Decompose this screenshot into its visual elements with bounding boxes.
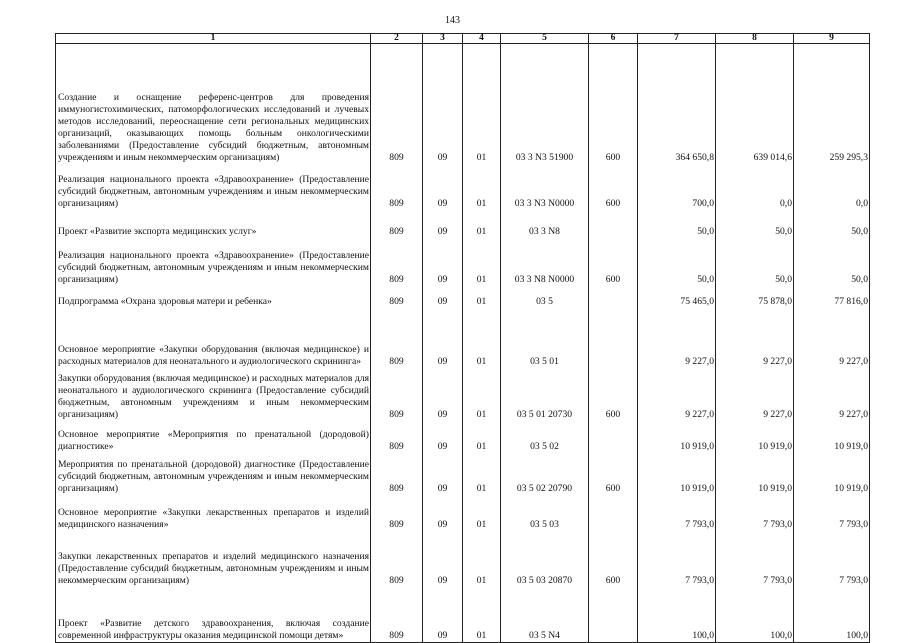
amount-col7: 10 919,0 <box>638 421 716 453</box>
target-article-code: 03 5 02 20790 <box>501 453 589 495</box>
amount-col9: 7 793,0 <box>794 531 870 587</box>
expense-type-code <box>589 421 638 453</box>
amount-col7: 50,0 <box>638 238 716 286</box>
row-name: Проект «Развитие экспорта медицинских услуг» <box>56 210 371 238</box>
amount-col9: 77 816,0 <box>794 286 870 308</box>
expense-type-code: 600 <box>589 238 638 286</box>
target-article-code: 03 5 N4 <box>501 587 589 643</box>
section-code: 09 <box>423 587 463 643</box>
table-row <box>56 164 870 210</box>
amount-col9: 7 793,0 <box>794 495 870 531</box>
subsection-code: 01 <box>463 238 501 286</box>
amount-col7: 9 227,0 <box>638 368 716 421</box>
ministry-code: 809 <box>371 453 423 495</box>
ministry-code: 809 <box>371 286 423 308</box>
row-name: Основное мероприятие «Мероприятия по пренатальной (дородовой) диагностике» <box>56 421 371 453</box>
row-name: Основное мероприятие «Закупки оборудования (включая медицинское) и расходных материалов для неонатального и аудиологического скрининга» <box>56 308 371 368</box>
amount-col8: 50,0 <box>716 238 794 286</box>
subsection-code: 01 <box>463 495 501 531</box>
subsection-code: 01 <box>463 531 501 587</box>
section-code: 09 <box>423 44 463 164</box>
page-number: 143 <box>445 15 460 26</box>
target-article-code: 03 3 N8 <box>501 210 589 238</box>
amount-col8: 100,0 <box>716 587 794 643</box>
header-cell: 8 <box>716 34 794 44</box>
expense-type-code: 600 <box>589 164 638 210</box>
header-cell: 7 <box>638 34 716 44</box>
section-code: 09 <box>423 368 463 421</box>
header-cell: 3 <box>423 34 463 44</box>
amount-col7: 9 227,0 <box>638 308 716 368</box>
section-code: 09 <box>423 531 463 587</box>
amount-col8: 0,0 <box>716 164 794 210</box>
amount-col7: 7 793,0 <box>638 495 716 531</box>
table-row <box>56 286 870 308</box>
section-code: 09 <box>423 421 463 453</box>
table-row <box>56 421 870 453</box>
amount-col8: 10 919,0 <box>716 421 794 453</box>
subsection-code: 01 <box>463 421 501 453</box>
amount-col9: 0,0 <box>794 164 870 210</box>
table-row <box>56 531 870 587</box>
row-name: Основное мероприятие «Закупки лекарственных препаратов и изделий медицинского назначения» <box>56 495 371 531</box>
section-code: 09 <box>423 164 463 210</box>
ministry-code: 809 <box>371 587 423 643</box>
section-code: 09 <box>423 210 463 238</box>
header-cell: 2 <box>371 34 423 44</box>
header-cell: 4 <box>463 34 501 44</box>
row-name: Мероприятия по пренатальной (дородовой) диагностике (Предоставление субсидий бюджетным, автономным учреждениям и иным некоммерческим организациям) <box>56 453 371 495</box>
ministry-code: 809 <box>371 238 423 286</box>
target-article-code: 03 5 02 <box>501 421 589 453</box>
header-cell: 1 <box>56 34 371 44</box>
amount-col9: 50,0 <box>794 238 870 286</box>
expense-type-code <box>589 286 638 308</box>
target-article-code: 03 5 <box>501 286 589 308</box>
target-article-code: 03 3 N3 N0000 <box>501 164 589 210</box>
row-name: Создание и оснащение референс-центров для проведения иммуногистохимических, патоморфологических исследований и лучевых методов исследований, переоснащение сети региональных медицинских организаций, оказывающих помощь больным онкологическими заболеваниями (Предоставление субсидий бюджетным, автономным учреждениям и иным некоммерческим организациям) <box>56 44 371 164</box>
ministry-code: 809 <box>371 308 423 368</box>
subsection-code: 01 <box>463 587 501 643</box>
table-row <box>56 44 870 164</box>
amount-col9: 9 227,0 <box>794 368 870 421</box>
table-row <box>56 238 870 286</box>
row-name: Реализация национального проекта «Здравоохранение» (Предоставление субсидий бюджетным, автономным учреждениям и иным некоммерческим организациям) <box>56 238 371 286</box>
target-article-code: 03 3 N3 51900 <box>501 44 589 164</box>
target-article-code: 03 3 N8 N0000 <box>501 238 589 286</box>
row-name: Проект «Развитие детского здравоохранения, включая создание современной инфраструктуры оказания медицинской помощи детям» <box>56 587 371 643</box>
header-cell: 9 <box>794 34 870 44</box>
amount-col8: 75 878,0 <box>716 286 794 308</box>
amount-col7: 50,0 <box>638 210 716 238</box>
header-row <box>56 34 870 44</box>
section-code: 09 <box>423 308 463 368</box>
subsection-code: 01 <box>463 44 501 164</box>
table-row <box>56 308 870 368</box>
amount-col8: 9 227,0 <box>716 368 794 421</box>
subsection-code: 01 <box>463 164 501 210</box>
expense-type-code: 600 <box>589 44 638 164</box>
expense-type-code <box>589 587 638 643</box>
table-row <box>56 587 870 643</box>
expense-type-code <box>589 210 638 238</box>
ministry-code: 809 <box>371 164 423 210</box>
amount-col7: 100,0 <box>638 587 716 643</box>
expense-type-code <box>589 495 638 531</box>
subsection-code: 01 <box>463 210 501 238</box>
amount-col7: 364 650,8 <box>638 44 716 164</box>
subsection-code: 01 <box>463 368 501 421</box>
subsection-code: 01 <box>463 286 501 308</box>
subsection-code: 01 <box>463 308 501 368</box>
target-article-code: 03 5 01 20730 <box>501 368 589 421</box>
header-cell: 6 <box>589 34 638 44</box>
table-row <box>56 368 870 421</box>
amount-col8: 639 014,6 <box>716 44 794 164</box>
section-code: 09 <box>423 453 463 495</box>
expense-type-code: 600 <box>589 531 638 587</box>
amount-col8: 7 793,0 <box>716 531 794 587</box>
ministry-code: 809 <box>371 495 423 531</box>
row-name: Закупки оборудования (включая медицинское) и расходных материалов для неонатального и аудиологического скрининга (Предоставление субсидий бюджетным, автономным учреждениям и иным некоммерческим организациям) <box>56 368 371 421</box>
section-code: 09 <box>423 495 463 531</box>
amount-col9: 100,0 <box>794 587 870 643</box>
header-cell: 5 <box>501 34 589 44</box>
ministry-code: 809 <box>371 531 423 587</box>
target-article-code: 03 5 03 <box>501 495 589 531</box>
ministry-code: 809 <box>371 44 423 164</box>
amount-col7: 75 465,0 <box>638 286 716 308</box>
amount-col9: 10 919,0 <box>794 421 870 453</box>
ministry-code: 809 <box>371 210 423 238</box>
amount-col8: 9 227,0 <box>716 308 794 368</box>
ministry-code: 809 <box>371 421 423 453</box>
amount-col8: 7 793,0 <box>716 495 794 531</box>
amount-col9: 259 295,3 <box>794 44 870 164</box>
amount-col8: 50,0 <box>716 210 794 238</box>
expense-type-code: 600 <box>589 368 638 421</box>
table-row <box>56 210 870 238</box>
amount-col9: 9 227,0 <box>794 308 870 368</box>
target-article-code: 03 5 01 <box>501 308 589 368</box>
amount-col8: 10 919,0 <box>716 453 794 495</box>
row-name: Реализация национального проекта «Здравоохранение» (Предоставление субсидий бюджетным, автономным учреждениям и иным некоммерческим организациям) <box>56 164 371 210</box>
amount-col7: 700,0 <box>638 164 716 210</box>
budget-table <box>55 33 870 643</box>
row-name: Подпрограмма «Охрана здоровья матери и ребенка» <box>56 286 371 308</box>
amount-col7: 10 919,0 <box>638 453 716 495</box>
section-code: 09 <box>423 286 463 308</box>
target-article-code: 03 5 03 20870 <box>501 531 589 587</box>
ministry-code: 809 <box>371 368 423 421</box>
subsection-code: 01 <box>463 453 501 495</box>
amount-col9: 50,0 <box>794 210 870 238</box>
section-code: 09 <box>423 238 463 286</box>
table-row <box>56 453 870 495</box>
table-row <box>56 495 870 531</box>
amount-col7: 7 793,0 <box>638 531 716 587</box>
expense-type-code <box>589 308 638 368</box>
row-name: Закупки лекарственных препаратов и изделий медицинского назначения (Предоставление субсидий бюджетным, автономным учреждениям и иным некоммерческим организациям) <box>56 531 371 587</box>
expense-type-code: 600 <box>589 453 638 495</box>
amount-col9: 10 919,0 <box>794 453 870 495</box>
